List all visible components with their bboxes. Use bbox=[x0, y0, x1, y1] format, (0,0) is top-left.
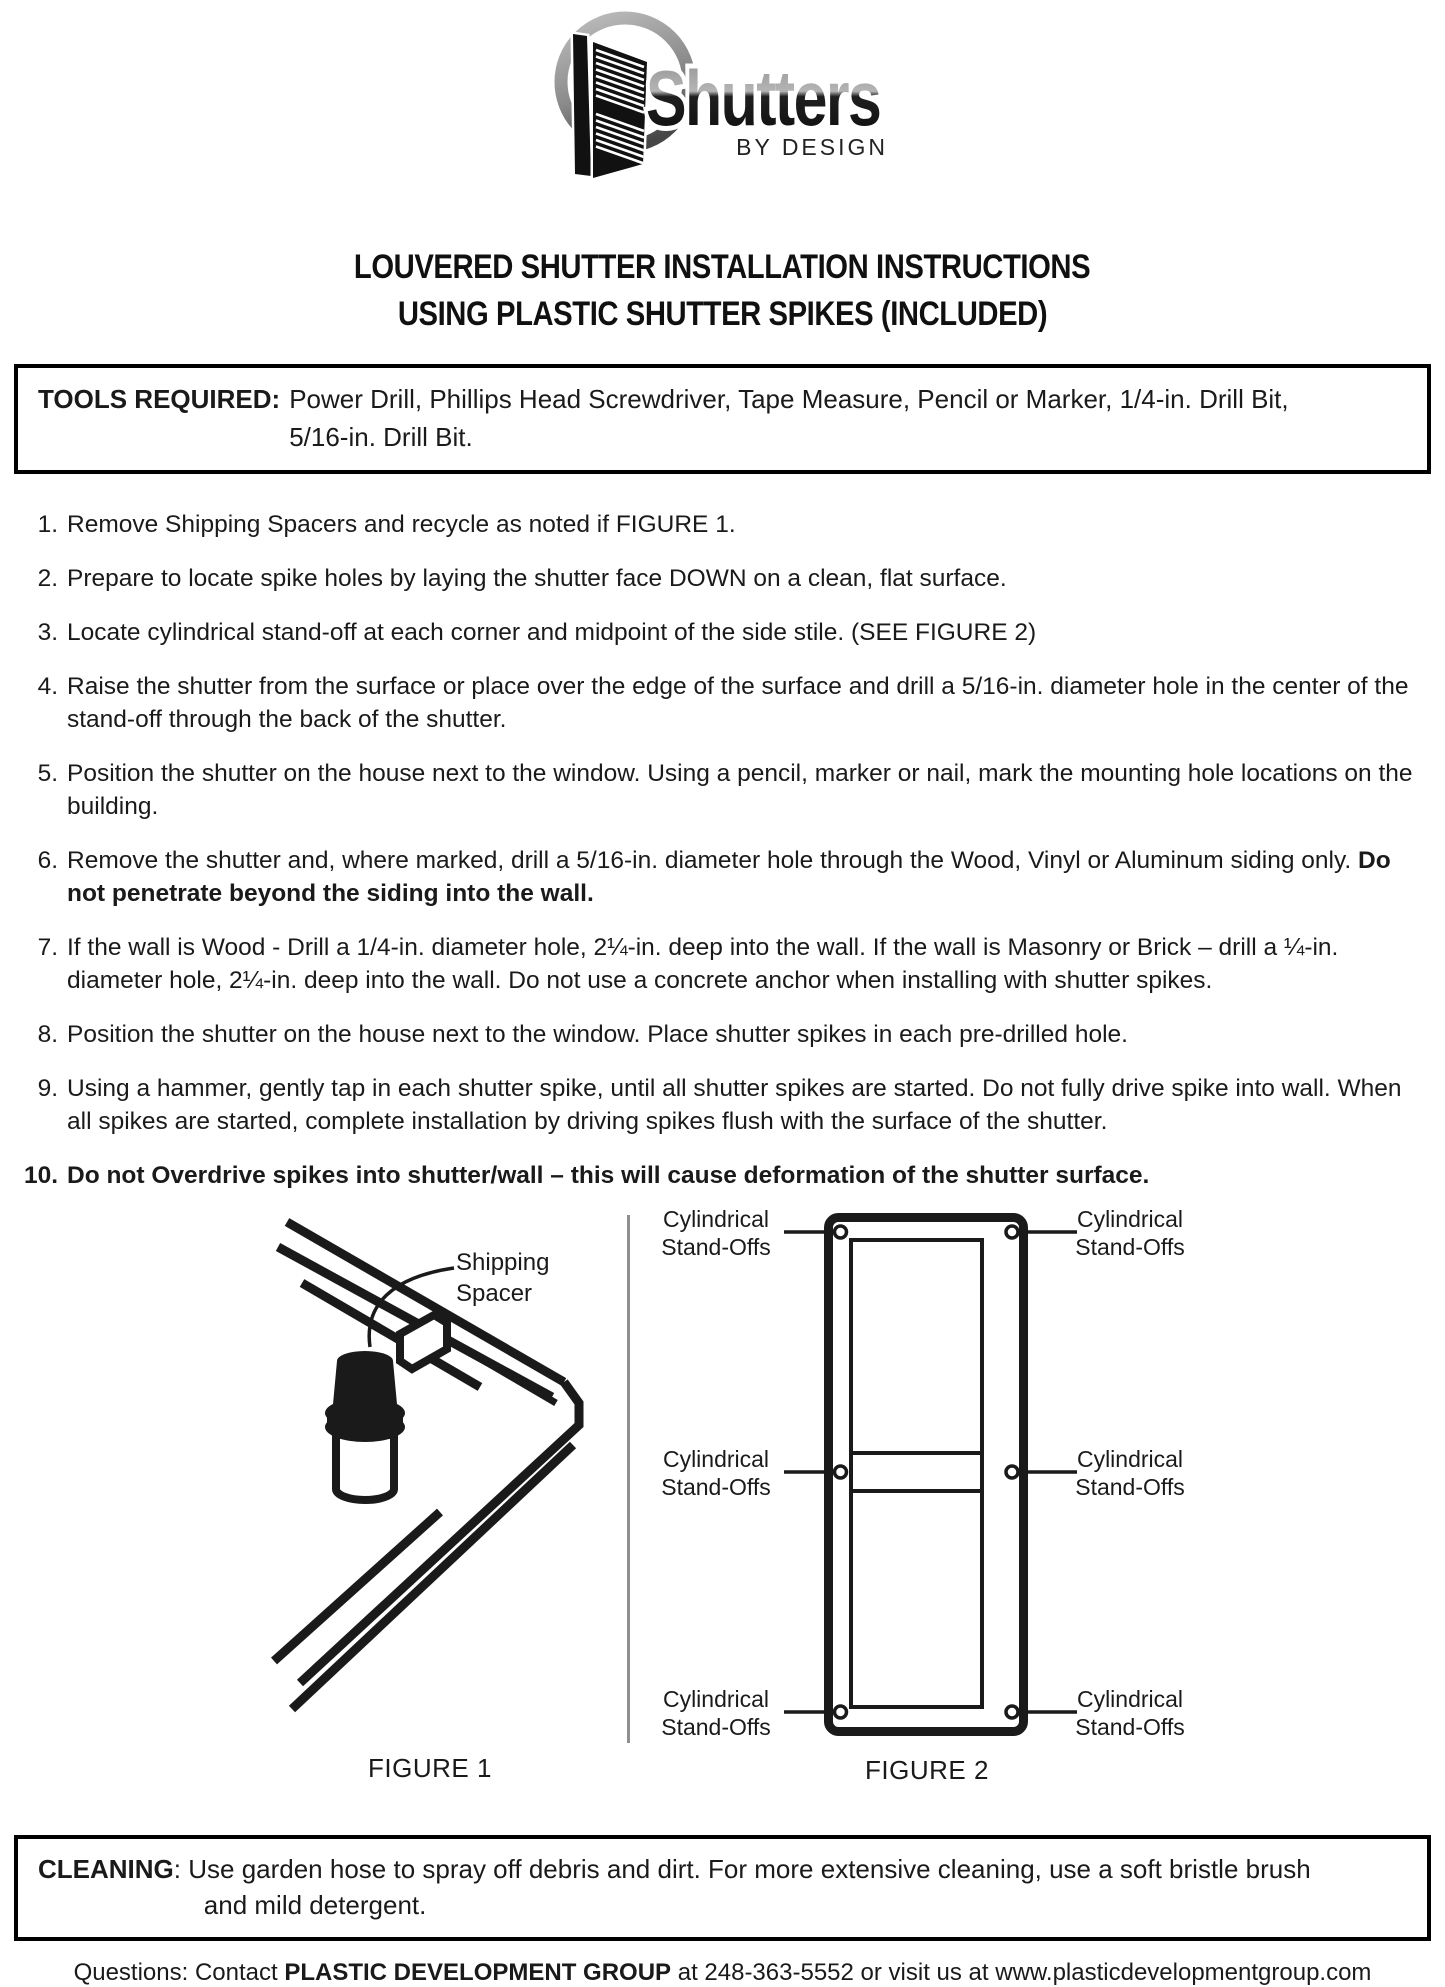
standoff-label-line2: Stand-Offs bbox=[1075, 1474, 1185, 1500]
standoff-label-line2: Stand-Offs bbox=[1075, 1714, 1185, 1740]
tools-required-label: TOOLS REQUIRED: bbox=[38, 384, 281, 414]
standoff-label-bottom-left bbox=[646, 1685, 786, 1741]
instruction-number: 8. bbox=[37, 1021, 58, 1048]
instruction-item bbox=[20, 1072, 1420, 1138]
shutter-inner-panel bbox=[851, 1240, 982, 1707]
cleaning-label: CLEANING bbox=[38, 1854, 174, 1884]
instruction-item bbox=[20, 1159, 1420, 1192]
instruction-item bbox=[20, 757, 1420, 823]
instruction-text bbox=[67, 1159, 1420, 1192]
standoff-label-line2: Stand-Offs bbox=[661, 1714, 771, 1740]
instruction-number: 4. bbox=[37, 673, 58, 700]
instruction-text bbox=[67, 757, 1420, 823]
standoff-label-line2: Stand-Offs bbox=[661, 1474, 771, 1500]
instruction-text-segment: Position the shutter on the house next to the window. Place shutter spikes in each pre-drilled hole. bbox=[67, 1021, 1128, 1048]
instruction-text-segment: Raise the shutter from the surface or place over the edge of the surface and drill a 5/16-in. diameter hole in the center of the stand-off through the back of the shutter. bbox=[67, 673, 1409, 733]
instruction-text bbox=[67, 931, 1420, 997]
instruction-item bbox=[20, 844, 1420, 910]
standoff-label-line1: Cylindrical bbox=[662, 1206, 770, 1232]
instruction-item bbox=[20, 562, 1420, 595]
instruction-text-segment: Prepare to locate spike holes by laying the shutter face DOWN on a clean, flat surface. bbox=[67, 565, 1007, 592]
tools-required-box bbox=[14, 364, 1431, 474]
instruction-text bbox=[67, 1072, 1420, 1138]
instruction-number: 1. bbox=[37, 511, 58, 538]
standoff-label-mid-right bbox=[1060, 1445, 1200, 1501]
instruction-text-segment: Position the shutter on the house next to the window. Using a pencil, marker or nail, mark the mounting hole locations on the building. bbox=[67, 760, 1413, 820]
figure2-shutter-diagram bbox=[780, 1213, 1090, 1743]
instruction-text-segment: If the wall is Wood - Drill a 1/4-in. diameter hole, 2¼-in. deep into the wall. If the wall is Masonry or Brick – drill a ¼-in. diameter hole, 2¼-in. deep into the wall. Do not use a concrete anchor when installing with shutter spikes. bbox=[67, 934, 1339, 994]
tools-required-line-2: 5/16-in. Drill Bit. bbox=[289, 422, 473, 452]
brand-logo bbox=[0, 0, 1445, 184]
instruction-number: 5. bbox=[37, 760, 58, 787]
standoff-label-line1: Cylindrical bbox=[1076, 1686, 1184, 1712]
logo-tagline-text: BY DESIGN bbox=[735, 134, 888, 160]
instruction-text bbox=[67, 616, 1420, 649]
instruction-text bbox=[67, 508, 1420, 541]
instruction-text bbox=[67, 1018, 1420, 1051]
footer-company-name: PLASTIC DEVELOPMENT GROUP bbox=[284, 1959, 672, 1986]
footer-prefix: Questions: Contact bbox=[73, 1959, 285, 1986]
figures-section bbox=[0, 1206, 1445, 1805]
standoff-label-top-right bbox=[1060, 1205, 1200, 1261]
instruction-text-segment: Using a hammer, gently tap in each shutter spike, until all shutter spikes are started. Do not fully drive spike into wall. When all spikes are started, complete installation by driving spikes flush with the surface of the shutter. bbox=[67, 1075, 1402, 1135]
logo-shutter-icon bbox=[573, 34, 647, 178]
instruction-item bbox=[20, 670, 1420, 736]
instruction-item bbox=[20, 616, 1420, 649]
cleaning-line-2: and mild detergent. bbox=[203, 1890, 427, 1920]
instruction-number: 6. bbox=[37, 847, 58, 874]
instruction-text-bold: Do not Overdrive spikes into shutter/wall – this will cause deformation of the shutter surface. bbox=[67, 1162, 1150, 1189]
standoff-label-line2: Stand-Offs bbox=[661, 1234, 771, 1260]
figure1-caption: FIGURE 1 bbox=[368, 1753, 492, 1783]
shipping-spacer-shape bbox=[325, 1351, 405, 1442]
shipping-spacer-label-line1: Shipping bbox=[456, 1249, 550, 1276]
standoff-label-line2: Stand-Offs bbox=[1075, 1234, 1185, 1260]
standoff-label-line1: Cylindrical bbox=[662, 1446, 770, 1472]
cleaning-box bbox=[14, 1835, 1431, 1941]
instruction-text-segment: Locate cylindrical stand-off at each corner and midpoint of the side stile. (SEE FIGURE 2) bbox=[67, 619, 1037, 646]
title-line-2 bbox=[0, 291, 1445, 338]
shipping-spacer-label-line2: Spacer bbox=[456, 1280, 533, 1307]
standoff-label-line1: Cylindrical bbox=[662, 1686, 770, 1712]
instruction-number: 7. bbox=[37, 934, 58, 961]
document-title bbox=[0, 244, 1445, 338]
footer-contact-line bbox=[0, 1959, 1445, 1987]
figure2-caption: FIGURE 2 bbox=[865, 1755, 989, 1785]
instruction-item bbox=[20, 931, 1420, 997]
instruction-text bbox=[67, 670, 1420, 736]
instruction-number: 9. bbox=[37, 1075, 58, 1102]
tools-required-line-1: Power Drill, Phillips Head Screwdriver, Tape Measure, Pencil or Marker, 1/4-in. Drill Bit, bbox=[289, 384, 1289, 414]
logo-brand-text: Shutters bbox=[645, 54, 880, 142]
standoff-label-top-left bbox=[646, 1205, 786, 1261]
instruction-item bbox=[20, 508, 1420, 541]
standoff-label-mid-left bbox=[646, 1445, 786, 1501]
footer-suffix: at 248-363-5552 or visit us at www.plasticdevelopmentgroup.com bbox=[671, 1959, 1372, 1986]
standoff-label-line1: Cylindrical bbox=[1076, 1446, 1184, 1472]
title-line-1-text: LOUVERED SHUTTER INSTALLATION INSTRUCTIONS bbox=[354, 248, 1091, 286]
tools-required-text bbox=[289, 380, 1407, 456]
instruction-text bbox=[67, 562, 1420, 595]
standoff-label-bottom-right bbox=[1060, 1685, 1200, 1741]
instruction-item bbox=[20, 1018, 1420, 1051]
shipping-spacer-label bbox=[456, 1247, 549, 1309]
cleaning-line-1: : Use garden hose to spray off debris and dirt. For more extensive cleaning, use a soft bristle brush bbox=[173, 1854, 1311, 1884]
standoff-label-line1: Cylindrical bbox=[1076, 1206, 1184, 1232]
figure-divider-line bbox=[627, 1215, 630, 1743]
instruction-text bbox=[67, 844, 1420, 910]
instructions-list bbox=[20, 508, 1420, 1192]
instruction-number: 3. bbox=[37, 619, 58, 646]
instruction-text-segment: Remove the shutter and, where marked, drill a 5/16-in. diameter hole through the Wood, Vinyl or Aluminum siding only. bbox=[67, 847, 1359, 874]
instruction-number: 10. bbox=[23, 1162, 58, 1189]
instruction-number: 2. bbox=[37, 565, 58, 592]
instruction-text-segment: Remove Shipping Spacers and recycle as noted if FIGURE 1. bbox=[67, 511, 736, 538]
title-line-2-text: USING PLASTIC SHUTTER SPIKES (INCLUDED) bbox=[397, 295, 1048, 333]
shutters-by-design-logo-icon bbox=[543, 4, 903, 179]
cleaning-text bbox=[174, 1851, 1407, 1923]
title-line-1 bbox=[0, 244, 1445, 291]
instruction-text-bold: Do not penetrate beyond the siding into the wall. bbox=[67, 847, 1391, 907]
